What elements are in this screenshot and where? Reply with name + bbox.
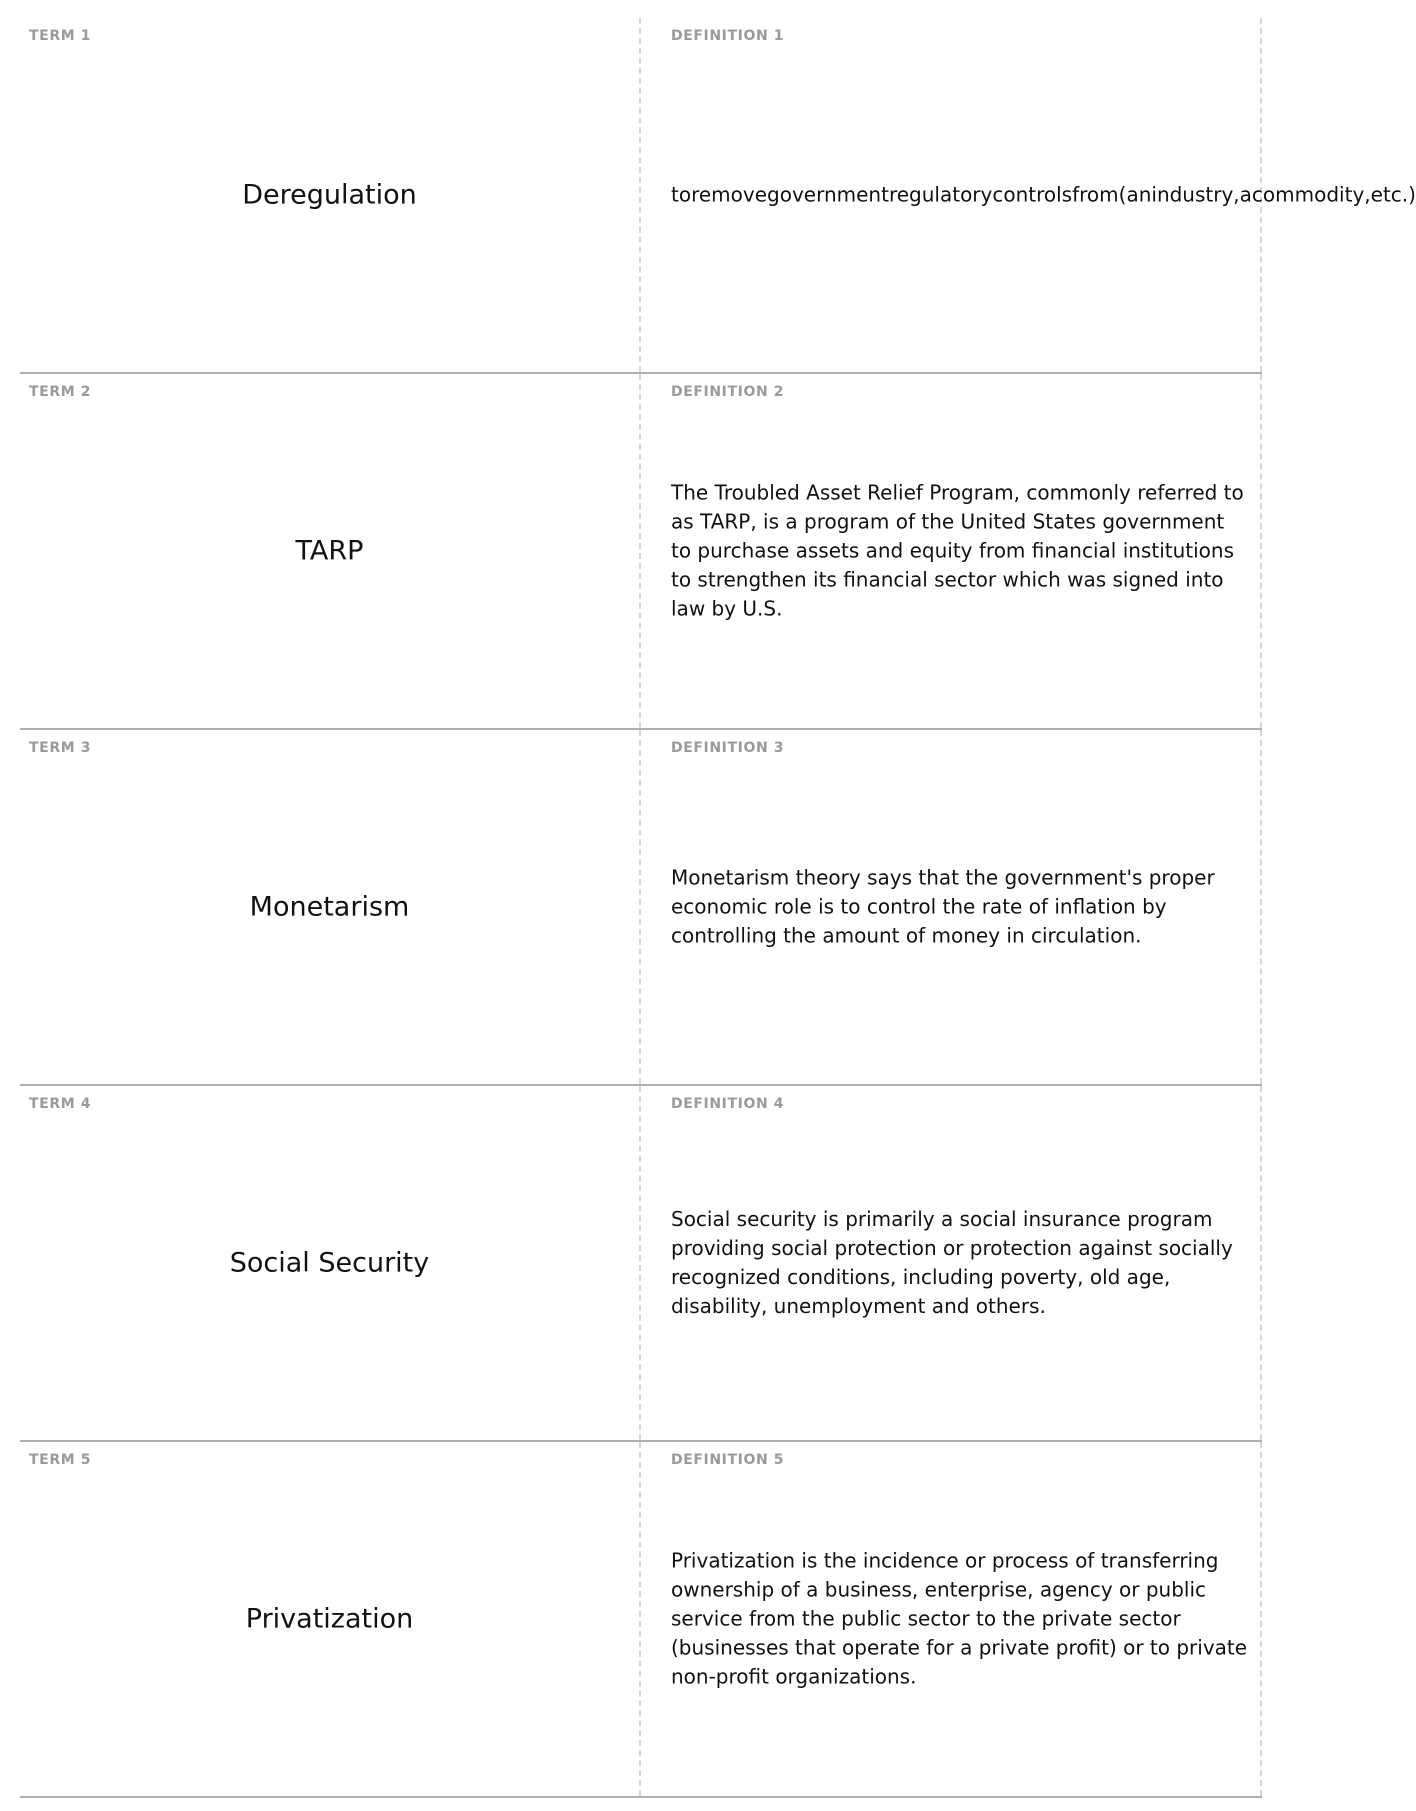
- definition-label: DEFINITION 4: [671, 1096, 785, 1112]
- definition-text: The Troubled Asset Relief Program, commonly referred to as TARP, is a program of the United States government to purchase assets and equity from financial institutions to strengthen its financial sector which was signed into law by U.S.: [671, 480, 1244, 621]
- flashcard-sheet: [20, 18, 1416, 1800]
- term-text: TARP: [295, 535, 364, 567]
- term-text: Deregulation: [242, 179, 417, 211]
- term-cell: [20, 1442, 641, 1796]
- definition-cell: [641, 1442, 1262, 1796]
- definition-cell: [641, 18, 1416, 372]
- definition-cell: [641, 1086, 1262, 1440]
- term-label: TERM 3: [29, 740, 92, 756]
- flashcard-row-5: [20, 1442, 1262, 1798]
- term-text: Privatization: [245, 1603, 414, 1635]
- flashcard-row-4: [20, 1086, 1262, 1442]
- term-label: TERM 2: [29, 384, 92, 400]
- term-cell: [20, 374, 641, 728]
- definition-cell: [641, 730, 1262, 1084]
- definition-label: DEFINITION 1: [671, 28, 785, 44]
- definition-text: Social security is primarily a social insurance program providing social protection or protection against socially recognized conditions, including poverty, old age, disability, unemployment and others.: [671, 1207, 1233, 1318]
- term-text: Monetarism: [249, 891, 410, 923]
- term-cell: [20, 18, 641, 372]
- flashcard-row-2: [20, 374, 1262, 730]
- term-text: Social Security: [229, 1247, 430, 1279]
- definition-text: toremovegovernmentregulatorycontrolsfrom(anindustry,acommodity,etc.): [671, 182, 1416, 207]
- definition-label: DEFINITION 3: [671, 740, 785, 756]
- flashcard-row-3: [20, 730, 1262, 1086]
- term-cell: [20, 1086, 641, 1440]
- term-cell: [20, 730, 641, 1084]
- definition-label: DEFINITION 2: [671, 384, 785, 400]
- definition-label: DEFINITION 5: [671, 1452, 785, 1468]
- term-label: TERM 1: [29, 28, 92, 44]
- term-label: TERM 5: [29, 1452, 92, 1468]
- definition-text: Monetarism theory says that the government's proper economic role is to control the rate of inflation by controlling the amount of money in circulation.: [671, 865, 1215, 948]
- definition-text: Privatization is the incidence or process of transferring ownership of a business, enterprise, agency or public service from the public sector to the private sector (businesses that operate for a private profit) or to private non-profit organizations.: [671, 1548, 1248, 1689]
- flashcard-row-1: [20, 18, 1416, 374]
- term-label: TERM 4: [29, 1096, 92, 1112]
- definition-cell: [641, 374, 1262, 728]
